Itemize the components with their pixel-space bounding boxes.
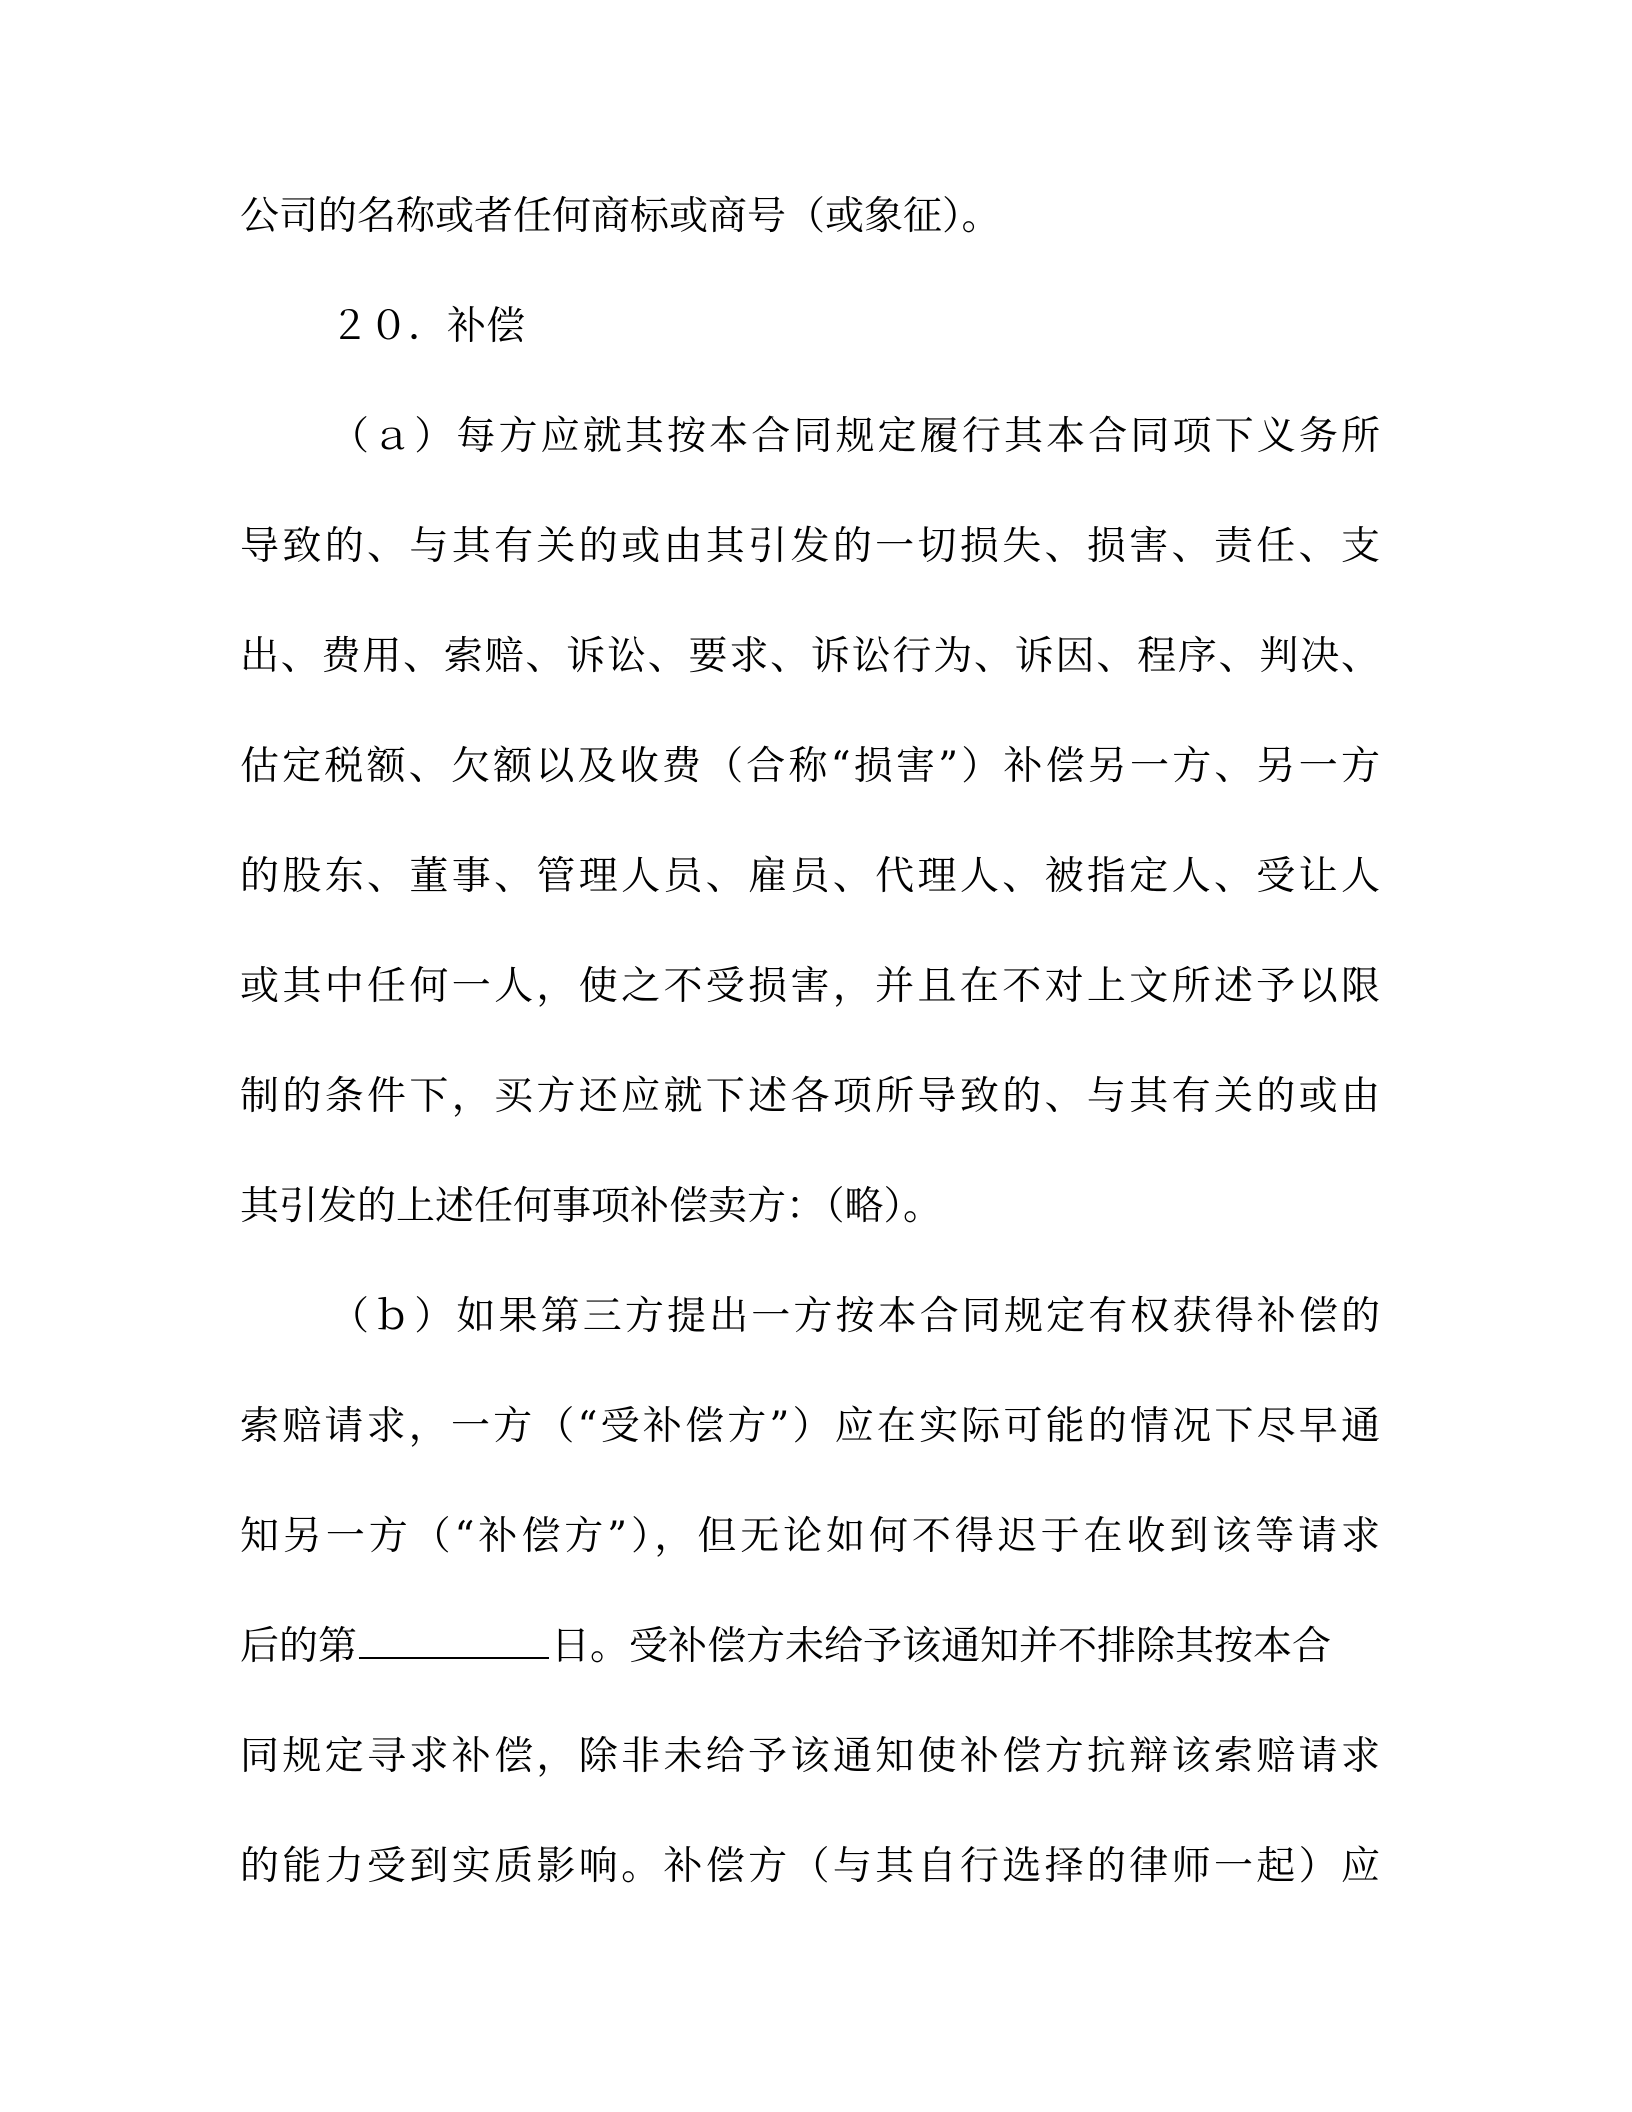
paragraph-a-line: 的股东、董事、管理人员、雇员、代理人、被指定人、受让人 (240, 854, 1380, 899)
fill-in-blank (359, 1627, 549, 1659)
text-before-blank: 后的第 (240, 1624, 358, 1669)
paragraph-a-line: 制的条件下，买方还应就下述各项所导致的、与其有关的或由 (240, 1074, 1380, 1119)
paragraph-b-line: 索赔请求，一方（“受补偿方”）应在实际可能的情况下尽早通 (240, 1404, 1380, 1449)
paragraph-b-line: 的能力受到实质影响。补偿方（与其自行选择的律师一起）应 (240, 1844, 1380, 1889)
paragraph-a-line: 导致的、与其有关的或由其引发的一切损失、损害、责任、支 (240, 524, 1380, 569)
section-heading: ２０．补偿 (330, 304, 526, 349)
text-line: 公司的名称或者任何商标或商号（或象征）。 (240, 194, 1001, 239)
paragraph-a-line: 其引发的上述任何事项补偿卖方：（略）。 (240, 1184, 943, 1229)
paragraph-a-line: 或其中任何一人，使之不受损害，并且在不对上文所述予以限 (240, 964, 1380, 1009)
paragraph-b-line: 知另一方（“补偿方”），但无论如何不得迟于在收到该等请求 (240, 1514, 1380, 1559)
paragraph-b-line-with-blank (240, 1615, 1380, 1679)
paragraph-a-line: 出、费用、索赔、诉讼、要求、诉讼行为、诉因、程序、判决、 (240, 634, 1380, 679)
paragraph-b-line: 同规定寻求补偿，除非未给予该通知使补偿方抗辩该索赔请求 (240, 1734, 1380, 1779)
paragraph-b-line: （ｂ）如果第三方提出一方按本合同规定有权获得补偿的 (330, 1294, 1380, 1339)
paragraph-a-line: （ａ）每方应就其按本合同规定履行其本合同项下义务所 (330, 414, 1380, 459)
paragraph-a-line: 估定税额、欠额以及收费（合称“损害”）补偿另一方、另一方 (240, 744, 1380, 789)
text-after-blank: 日。受补偿方未给予该通知并不排除其按本合 (551, 1624, 1332, 1669)
